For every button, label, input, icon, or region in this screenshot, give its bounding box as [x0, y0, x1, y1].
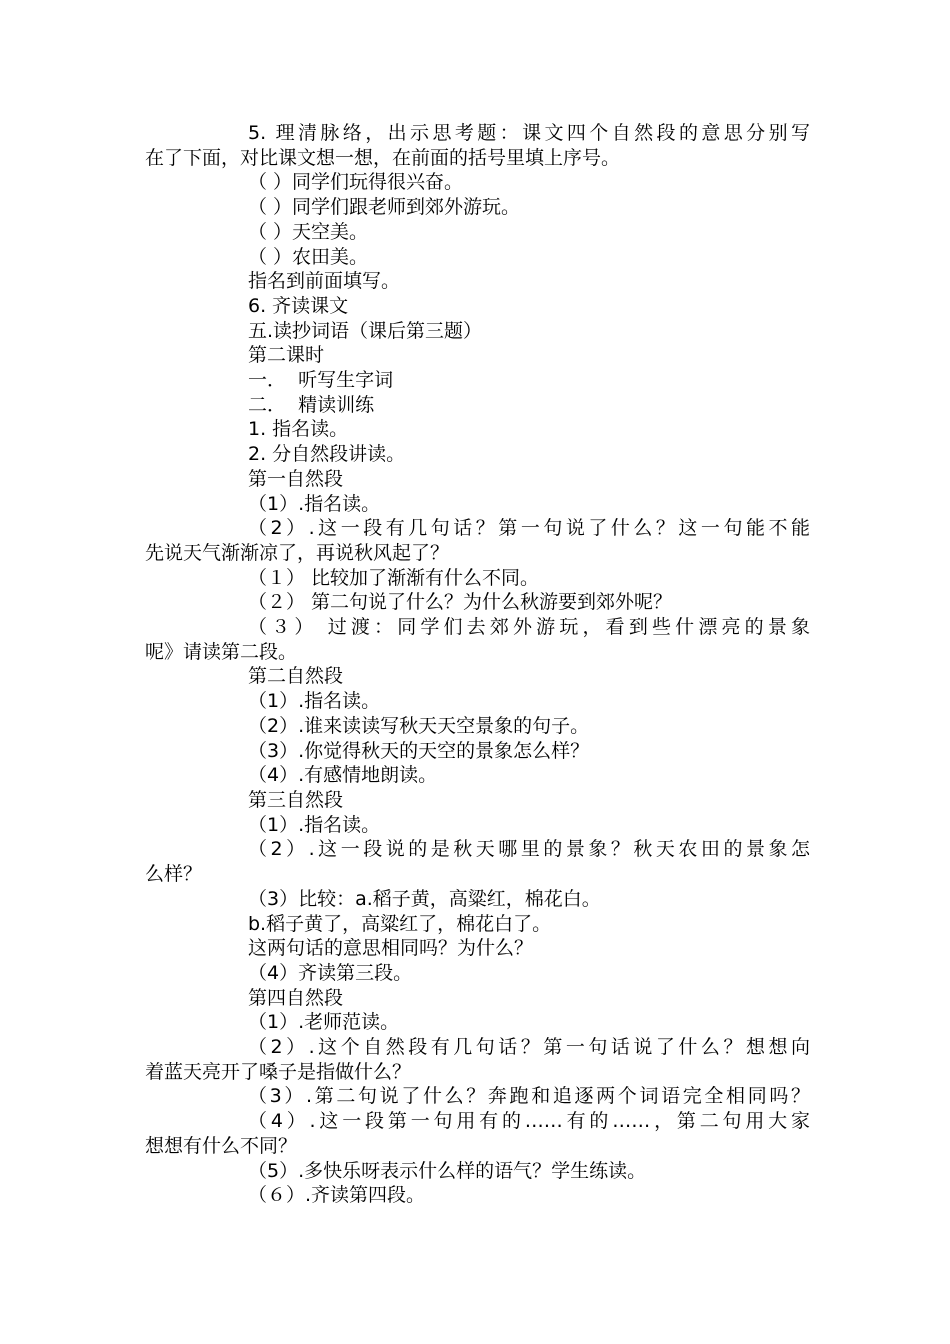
text-line: （６）.齐读第四段。: [248, 1184, 426, 1207]
text-line: 么样？: [145, 863, 203, 886]
text-line: （ ）农田美。: [248, 245, 369, 268]
text-line: 这两句话的意思相同吗？为什么？: [248, 937, 534, 960]
text-line: （２） 第二句说了什么？为什么秋游要到郊外呢？: [248, 591, 673, 614]
text-line: 二． 精读训练: [248, 393, 375, 416]
text-line: 第四自然段: [248, 986, 344, 1009]
text-line: 指名到前面填写。: [248, 270, 401, 293]
text-line: （5）.多快乐呀表示什么样的语气？学生练读。: [248, 1159, 647, 1182]
text-line: （1）.老师范读。: [248, 1011, 400, 1034]
text-line: （4）.这一段第一句用有的……有的……，第二句用大家: [248, 1110, 810, 1133]
text-line: 一． 听写生字词: [248, 369, 394, 392]
text-line: 第二自然段: [248, 665, 344, 688]
text-line: （2）.这个自然段有几句话？第一句话说了什么？想想向: [248, 1036, 810, 1059]
text-line: 五.读抄词语（课后第三题）: [248, 319, 483, 342]
text-line: （2）.这一段有几句话？第一句说了什么？这一句能不能: [248, 517, 810, 540]
text-line: （ ）天空美。: [248, 220, 369, 243]
text-line: （3）.第二句说了什么？奔跑和追逐两个词语完全相同吗？: [248, 1085, 810, 1108]
text-line: （1）.指名读。: [248, 690, 381, 713]
text-line: 在了下面，对比课文想一想，在前面的括号里填上序号。: [145, 146, 621, 169]
text-line: 第一自然段: [248, 467, 344, 490]
text-line: （1）.指名读。: [248, 492, 381, 515]
text-line: b.稻子黄了，高粱红了，棉花白了。: [248, 912, 552, 935]
text-line: 第三自然段: [248, 788, 344, 811]
text-line: （4）.有感情地朗读。: [248, 764, 438, 787]
text-line: 先说天气渐渐凉了，再说秋风起了？: [145, 541, 450, 564]
text-line: （ ）同学们玩得很兴奋。: [248, 171, 464, 194]
text-line: 2. 分自然段讲读。: [248, 443, 406, 466]
text-line: 5. 理清脉络，出示思考题：课文四个自然段的意思分别写: [248, 122, 810, 144]
text-line: （3）.你觉得秋天的天空的景象怎么样？: [248, 739, 590, 762]
text-line: （4）齐读第三段。: [248, 961, 413, 984]
text-line: 1. 指名读。: [248, 418, 349, 441]
text-line: （ ）同学们跟老师到郊外游玩。: [248, 196, 521, 219]
text-line: 第二课时: [248, 344, 325, 367]
text-line: （1）.指名读。: [248, 813, 381, 836]
text-line: （2）.谁来读读写秋天天空景象的句子。: [248, 714, 590, 737]
text-line: （2）.这一段说的是秋天哪里的景象？秋天农田的景象怎: [248, 838, 810, 861]
text-line: 呢》请读第二段。: [145, 640, 298, 663]
text-line: 6. 齐读课文: [248, 294, 349, 317]
document-body: [145, 121, 810, 1208]
text-line: 想想有什么不同？: [145, 1134, 298, 1157]
text-line: 着蓝天亮开了嗓子是指做什么？: [145, 1060, 412, 1083]
text-line: （３） 过渡：同学们去郊外游玩，看到些什漂亮的景象: [248, 616, 810, 639]
text-line: （１） 比较加了渐渐有什么不同。: [248, 566, 540, 589]
text-line: （3）比较：a.稻子黄，高粱红，棉花白。: [248, 887, 601, 910]
